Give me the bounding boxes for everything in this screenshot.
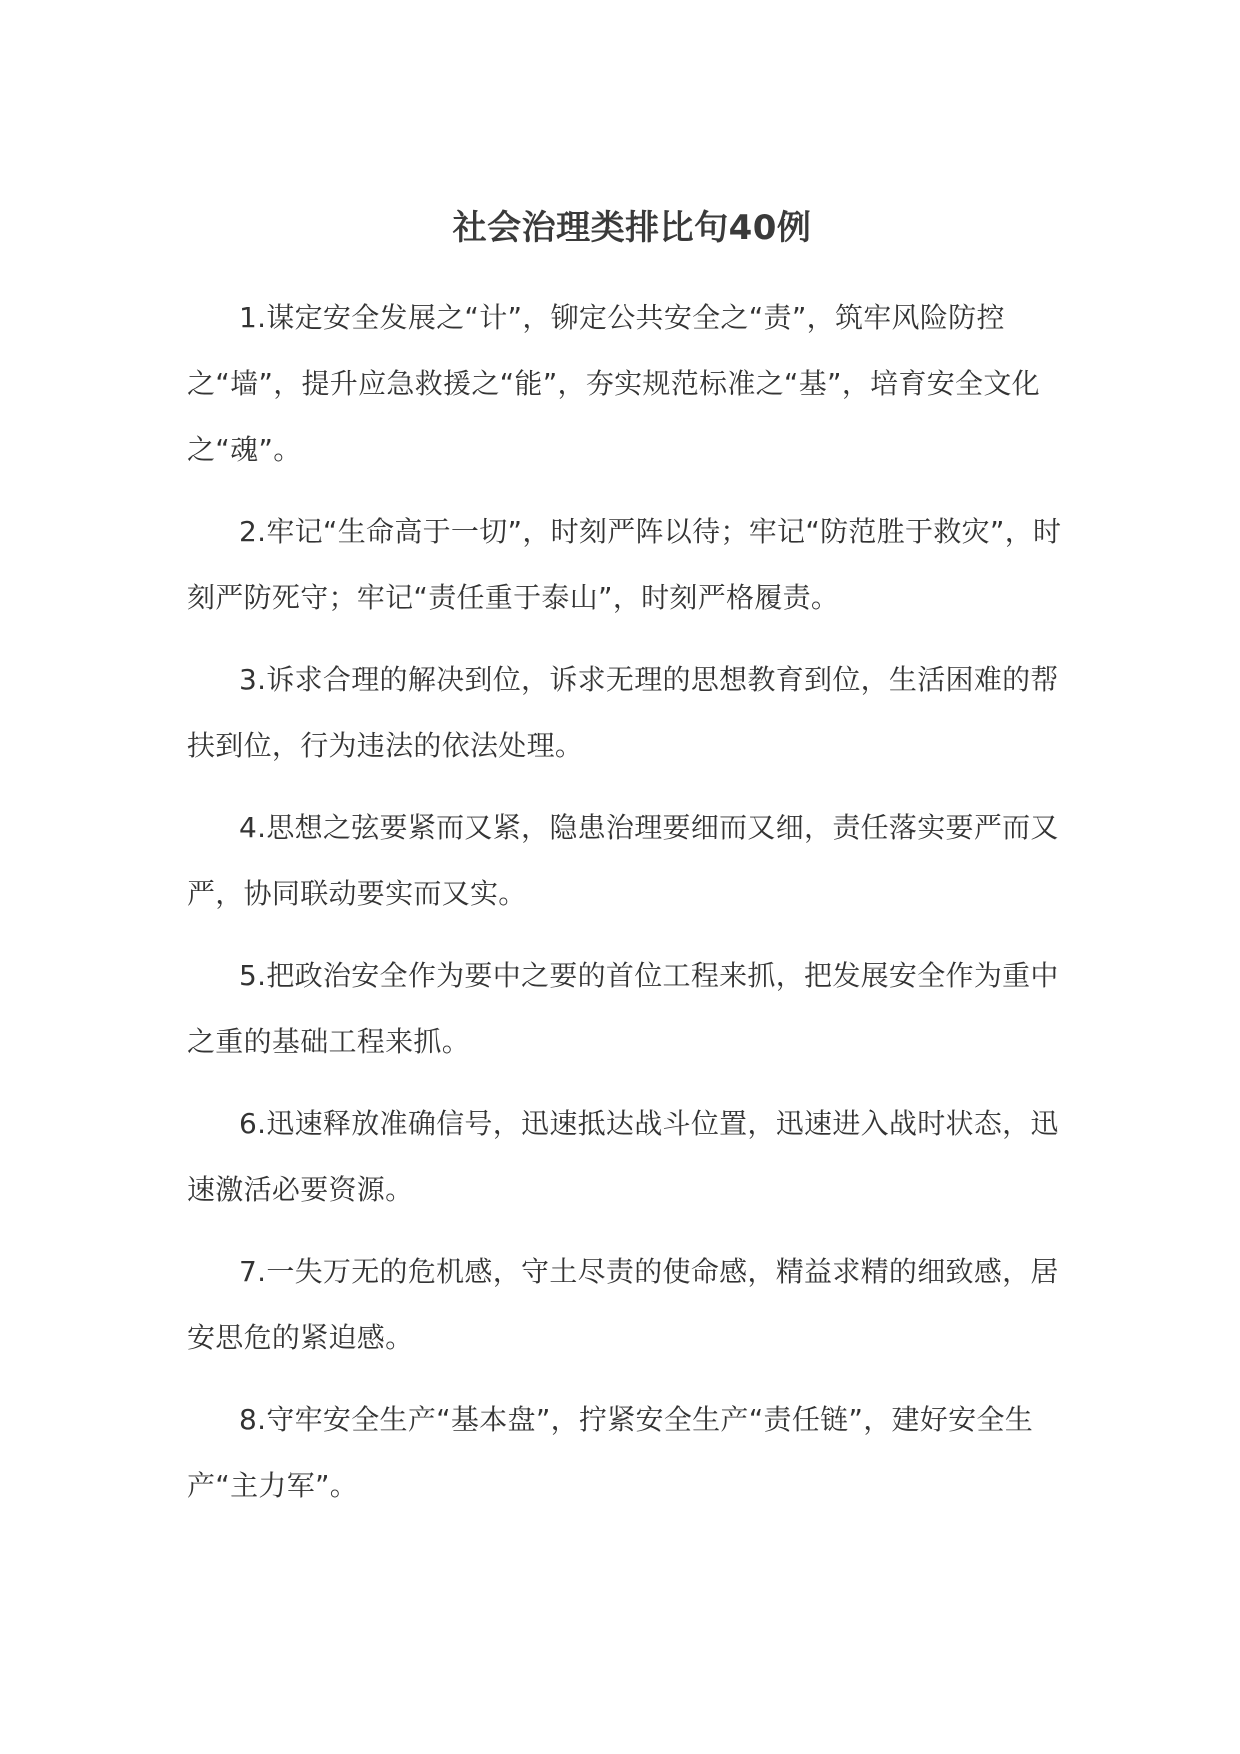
list-item: 2.牢记“生命高于一切”，时刻严阵以待；牢记“防范胜于救灾”，时刻严防死守；牢记“责任重于泰山”，时刻严格履责。 [187, 515, 1062, 614]
list-item: 7.一失万无的危机感，守土尽责的使命感，精益求精的细致感，居安思危的紧迫感。 [187, 1255, 1059, 1354]
list-item: 3.诉求合理的解决到位，诉求无理的思想教育到位，生活困难的帮扶到位，行为违法的依法处理。 [187, 663, 1059, 762]
document-title: 社会治理类排比句40例 [452, 208, 812, 248]
list-item: 6.迅速释放准确信号，迅速抵达战斗位置，迅速进入战时状态，迅速激活必要资源。 [187, 1107, 1059, 1206]
document-page [187, 198, 1077, 1535]
list-item: 5.把政治安全作为要中之要的首位工程来抓，把发展安全作为重中之重的基础工程来抓。 [187, 959, 1059, 1058]
list-item: 4.思想之弦要紧而又紧，隐患治理要细而又细，责任落实要严而又严，协同联动要实而又实。 [187, 811, 1059, 910]
list-item: 1.谋定安全发展之“计”，铆定公共安全之“责”，筑牢风险防控之“墙”，提升应急救援之“能”，夯实规范标准之“基”，培育安全文化之“魂”。 [187, 301, 1040, 466]
list-item: 8.守牢安全生产“基本盘”，拧紧安全生产“责任链”，建好安全生产“主力军”。 [187, 1403, 1034, 1502]
